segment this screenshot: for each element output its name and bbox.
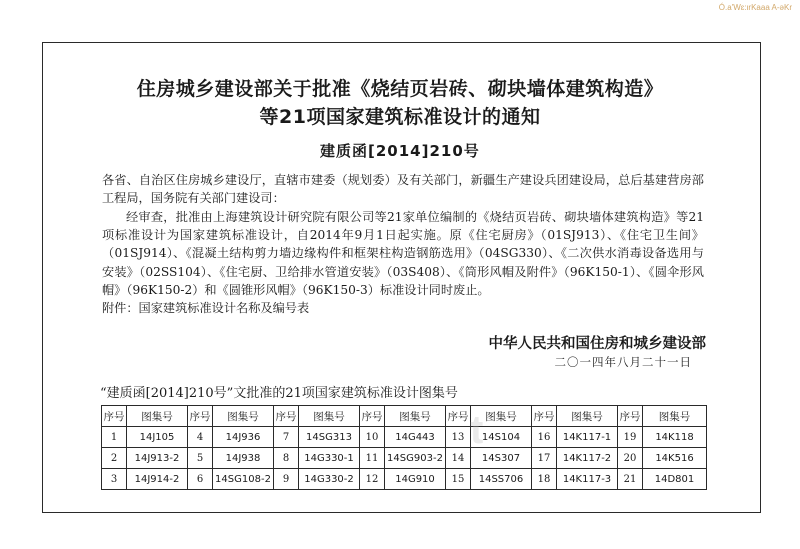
background-watermark: t bbox=[470, 408, 484, 452]
table-caption: “建质函[2014]210号”文批准的21项国家建筑标准设计图集号 bbox=[100, 386, 458, 401]
seq-cell: 17 bbox=[532, 448, 557, 469]
atlas-number-cell: 14K516 bbox=[643, 448, 707, 469]
seq-cell: 14 bbox=[446, 448, 471, 469]
seq-cell: 4 bbox=[188, 427, 213, 448]
header-atlas-number: 图集号 bbox=[557, 406, 618, 427]
atlas-number-cell: 14SG903-2 bbox=[385, 448, 446, 469]
atlas-number-cell: 14G443 bbox=[385, 427, 446, 448]
address-paragraph: 各省、自治区住房城乡建设厅，直辖市建委（规划委）及有关部门，新疆生产建设兵团建设局，总后基建营房部工程局，国务院有关部门建设司： bbox=[102, 173, 704, 206]
main-paragraph: 经审查，批准由上海建筑设计研究院有限公司等21家单位编制的《烧结页岩砖、砌块墙体建筑构造》等21项标准设计为国家建筑标准设计，自2014年9月1日起实施。原《住宅厨房》（01SJ913）、《住宅卫生间》（01SJ914）、《混凝土结构剪力墙边缘构件和框架柱构造钢筋选用》（04SG330）、《二次供水消毒设备选用与安装》（02SS104）、《住宅厨、卫给排水管道安装》（03S408）、《筒形风帽及附件》（96K150-1）、《圆伞形风帽》（96K150-2）和《圆锥形风帽》（96K150-3）标准设计同时废止。 bbox=[102, 210, 704, 297]
atlas-number-cell: 14S104 bbox=[471, 427, 532, 448]
header-seq: 序号 bbox=[102, 406, 127, 427]
seq-cell: 12 bbox=[360, 469, 385, 490]
standard-sets-table bbox=[101, 405, 707, 490]
table-row bbox=[102, 469, 707, 490]
header-atlas-number: 图集号 bbox=[471, 406, 532, 427]
atlas-number-cell: 14G910 bbox=[385, 469, 446, 490]
attachment-line: 附件：国家建筑标准设计名称及编号表 bbox=[102, 301, 310, 315]
atlas-number-cell: 14K118 bbox=[643, 427, 707, 448]
issuer-signature: 中华人民共和国住房和城乡建设部 bbox=[488, 336, 706, 352]
atlas-number-cell: 14G330-1 bbox=[299, 448, 360, 469]
seq-cell: 10 bbox=[360, 427, 385, 448]
header-seq: 序号 bbox=[532, 406, 557, 427]
atlas-number-cell: 14S307 bbox=[471, 448, 532, 469]
header-seq: 序号 bbox=[274, 406, 299, 427]
seq-cell: 8 bbox=[274, 448, 299, 469]
header-atlas-number: 图集号 bbox=[643, 406, 707, 427]
seq-cell: 20 bbox=[618, 448, 643, 469]
header-seq: 序号 bbox=[360, 406, 385, 427]
atlas-number-cell: 14G330-2 bbox=[299, 469, 360, 490]
seq-cell: 21 bbox=[618, 469, 643, 490]
atlas-number-cell: 14J938 bbox=[213, 448, 274, 469]
header-atlas-number: 图集号 bbox=[213, 406, 274, 427]
header-atlas-number: 图集号 bbox=[385, 406, 446, 427]
atlas-number-cell: 14J913-2 bbox=[127, 448, 188, 469]
table-row bbox=[102, 448, 707, 469]
table-row bbox=[102, 427, 707, 448]
seq-cell: 16 bbox=[532, 427, 557, 448]
seq-cell: 9 bbox=[274, 469, 299, 490]
atlas-number-cell: 14D801 bbox=[643, 469, 707, 490]
seq-cell: 6 bbox=[188, 469, 213, 490]
seq-cell: 13 bbox=[446, 427, 471, 448]
seq-cell: 1 bbox=[102, 427, 127, 448]
table-header-row bbox=[102, 406, 707, 427]
atlas-number-cell: 14K117-1 bbox=[557, 427, 618, 448]
issue-date: 二〇一四年八月二十一日 bbox=[554, 355, 692, 369]
notice-title-line-1: 住房城乡建设部关于批准《烧结页岩砖、砌块墙体建筑构造》 bbox=[136, 78, 664, 100]
document-number: 建质函[2014]210号 bbox=[320, 142, 480, 160]
atlas-number-cell: 14J936 bbox=[213, 427, 274, 448]
atlas-number-cell: 14J105 bbox=[127, 427, 188, 448]
seq-cell: 5 bbox=[188, 448, 213, 469]
header-atlas-number: 图集号 bbox=[127, 406, 188, 427]
header-seq: 序号 bbox=[618, 406, 643, 427]
atlas-number-cell: 14J914-2 bbox=[127, 469, 188, 490]
seq-cell: 15 bbox=[446, 469, 471, 490]
seq-cell: 7 bbox=[274, 427, 299, 448]
header-seq: 序号 bbox=[188, 406, 213, 427]
atlas-number-cell: 14SG313 bbox=[299, 427, 360, 448]
seq-cell: 18 bbox=[532, 469, 557, 490]
corner-watermark-text: Ó.a'Wɛ:ιrKaaa A-əKr bbox=[718, 3, 792, 12]
notice-title-line-2: 等21项国家建筑标准设计的通知 bbox=[259, 106, 541, 128]
atlas-number-cell: 14SG108-2 bbox=[213, 469, 274, 490]
atlas-number-cell: 14K117-2 bbox=[557, 448, 618, 469]
header-atlas-number: 图集号 bbox=[299, 406, 360, 427]
atlas-number-cell: 14SS706 bbox=[471, 469, 532, 490]
seq-cell: 11 bbox=[360, 448, 385, 469]
atlas-number-cell: 14K117-3 bbox=[557, 469, 618, 490]
header-seq: 序号 bbox=[446, 406, 471, 427]
seq-cell: 3 bbox=[102, 469, 127, 490]
seq-cell: 2 bbox=[102, 448, 127, 469]
seq-cell: 19 bbox=[618, 427, 643, 448]
